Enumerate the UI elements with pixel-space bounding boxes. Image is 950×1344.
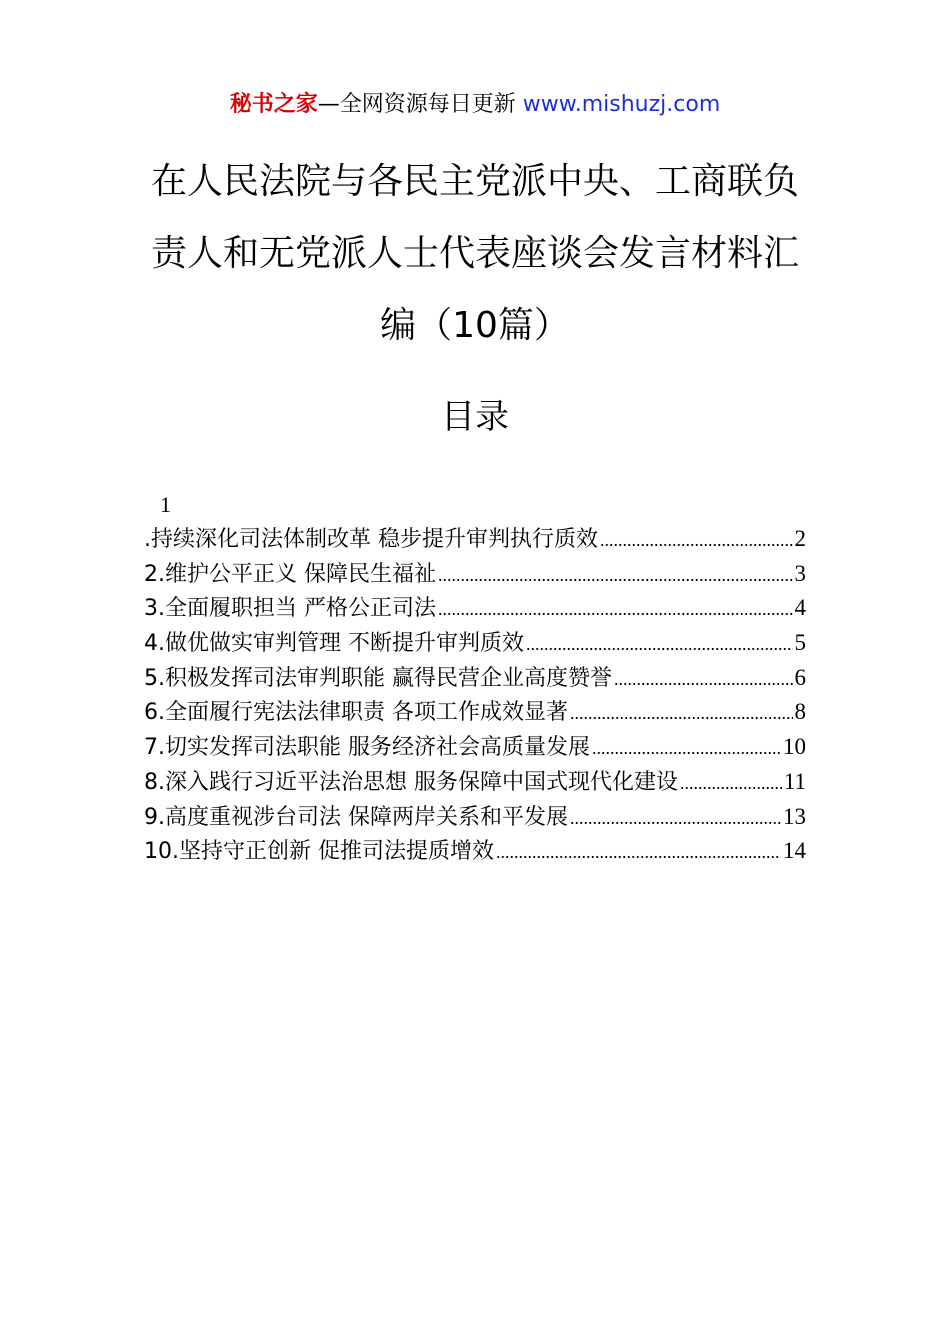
toc-entry-title: 8.深入践行习近平法治思想 服务保障中国式现代化建设 [144,769,678,795]
toc-entry-2[interactable] [144,557,806,592]
toc-entry-page: 8 [794,699,806,725]
toc-entry-page: 6 [794,664,806,690]
toc-entry-title: 6.全面履行宪法法律职责 各项工作成效显著 [144,700,568,726]
toc-leader-dots [496,835,781,870]
title-line-3: 编（10篇） [380,305,570,346]
toc-entry-7[interactable] [144,730,806,765]
toc-entry-page: 10 [783,734,806,760]
site-tagline: —全网资源每日更新 [317,92,523,117]
toc-leader-dots [592,731,781,766]
toc-entry-page: 2 [794,526,806,551]
toc-entry-4[interactable] [144,626,806,661]
toc-entry-page: 4 [794,595,806,621]
site-brand: 秘书之家 [229,92,318,117]
toc-entry-6[interactable] [144,695,806,730]
toc-entry-page: 13 [783,803,806,829]
toc-leader-dots [438,592,793,627]
toc-entry-title: 4.做优做实审判管理 不断提升审判质效 [144,631,524,657]
toc-entry-title: 7.切实发挥司法职能 服务经济社会高质量发展 [144,735,590,761]
toc-leader-dots [680,766,782,801]
toc-entry-title: 2.维护公平正义 保障民生福祉 [144,561,436,587]
toc-entry-title: 10.坚持守正创新 促推司法提质增效 [144,839,494,865]
toc-leader-dots [570,696,793,731]
toc-entry-page: 14 [783,838,806,864]
toc-heading: 目录 [441,397,509,437]
toc-entry-10[interactable] [144,834,806,869]
site-url-link[interactable]: www.mishuzj.com [522,92,721,117]
toc-leader-dots [526,627,793,662]
toc-entry-title: 3.全面履职担当 严格公正司法 [144,596,436,622]
toc-leader-dots [438,558,793,593]
table-of-contents [144,488,806,869]
toc-entry-5[interactable] [144,661,806,696]
toc-entry-page: 11 [783,768,806,794]
toc-entry-8[interactable] [144,765,806,800]
toc-entry-page: 5 [794,630,806,656]
toc-leader-dots [570,801,781,836]
toc-entry-title: .持续深化司法体制改革 稳步提升审判执行质效 [144,527,598,552]
toc-entry-1[interactable] [144,522,806,557]
toc-entry-3[interactable] [144,591,806,626]
toc-leader-dots [614,662,793,697]
title-line-2: 责人和无党派人士代表座谈会发言材料汇 [150,233,799,274]
toc-entry-9[interactable] [144,800,806,835]
document-title [130,146,820,362]
site-header [0,88,950,122]
toc-entry-title: 9.高度重视涉台司法 保障两岸关系和平发展 [144,804,568,830]
title-line-1: 在人民法院与各民主党派中央、工商联负 [150,161,799,202]
toc-entry-page: 3 [794,560,806,586]
toc-entry-title: 5.积极发挥司法审判职能 赢得民营企业高度赞誉 [144,665,612,691]
toc-first-number: 1 [160,492,171,517]
toc-leader-dots [600,523,793,558]
